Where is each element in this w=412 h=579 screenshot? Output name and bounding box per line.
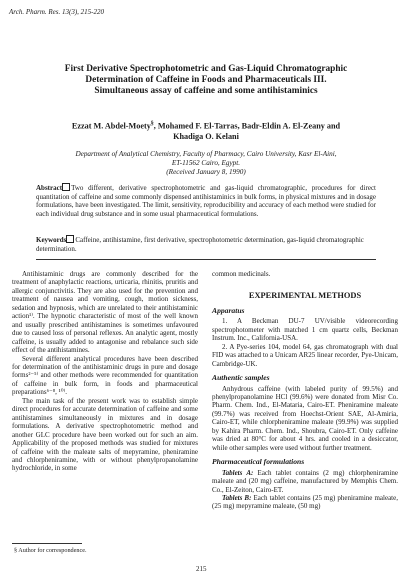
affiliation-line-2: ET-11562 Cairo, Egypt. <box>171 158 241 167</box>
right-column <box>212 270 398 511</box>
abstract-text: Two different, derivative spectrophotometric and gas-liquid chromatographic, procedures for direct quantitation of caffeine and some commonly dispensed antihistaminics in bulk forms, in physical mixtures and in dosage formulations, have been investigated. The limit, sensitivity, reproducibility and accuracy of each method were studied for each individual drug substance and in some usual pharmaceutical formulations. <box>36 184 376 218</box>
samples-paragraph: Anhydrous caffeine (with labeled purity of 99.5%) and phenylpropanolamine HCl (99.6%) were donated from Misr Co. Pharm. Chem. Ind., El-Mataria, Cairo-ET. Pheniramine maleate (99.7%) was received from Hoechst-Orient SAE, Al-Amiria, Cairo-ET, while chlorpheniramine maleate (99.9%) was supplied by Kahira Pharm. Chem. Ind., Shoubra, Cairo-ET. Only caffeine was dried at 80°C for about 4 hrs. and cooled in a desiccator, while other samples were used without further treatment. <box>212 384 398 452</box>
left-column <box>12 270 198 473</box>
box-icon <box>62 183 70 191</box>
tablets-a-label: Tablets A: <box>222 468 254 477</box>
section-heading: EXPERIMENTAL METHODS <box>248 291 362 301</box>
co-authors: , Mohamed F. El-Tarras, Badr-Eldin A. El-Zeany and <box>153 121 341 131</box>
tablets-b-label: Tablets B: <box>222 493 252 502</box>
intro-paragraph-3: The main task of the present work was to establish simple direct procedures for accurate determination of caffeine and some antihistamines simultaneously in mixtures and in dosage formulations. A derivative spectrophotometric method and another GLC procedure have been worked out for such an aim. Applicability of the proposed methods was studied for mixtures of caffeine with the maleate salts of mepyramine, pheniramine and chlorpheniramine, with or without phenylpropanolamine hydrochloride, in some <box>12 396 198 473</box>
affiliation <box>20 150 392 176</box>
received-date: (Received January 8, 1990) <box>166 167 246 176</box>
abstract-label: Abstract <box>36 184 63 192</box>
subheading-samples: Authentic samples <box>212 373 270 383</box>
tablets-b-text: Each tablet contains (25 mg) pheniramine maleate, (25 mg) mepyramine maleate, (50 mg) <box>212 493 398 511</box>
footnote-rule <box>12 543 82 544</box>
subheading-apparatus: Apparatus <box>212 305 245 315</box>
box-icon <box>66 235 74 243</box>
abstract <box>36 183 376 218</box>
title-line-1: First Derivative Spectrophotometric and Gas-Liquid Chromatographic <box>64 64 348 74</box>
journal-citation: Arch. Pharm. Res. 13(3), 215-220 <box>9 8 105 16</box>
last-author: Khadiga O. Kelani <box>173 131 239 141</box>
tablets-a-paragraph <box>212 469 398 494</box>
intro-paragraph-1: Antihistaminic drugs are commonly described for the treatment of anaphylactic reactions, urticaria, rhinitis, pruritis and allergic conjunctivitis. They are also used for the prevention and treatment of nausea and vomiting, cough, motion sickness, sedation and hypnosis, which are unrelated to their antihistaminic action¹⁾. The hypnotic characteristic of most of the well known and usually prescribed antihistamines is sometimes unfavoured due to caused loss of personal reflexes. An analytic agent, mostly caffeine, is usually added to antagonise and rebalance such side effect of the antihistamines. <box>12 270 198 355</box>
tablets-a-text: Each tablet contains (2 mg) chlorpheniramine maleate and (20 mg) caffeine, manufactured by Memphis Chem. Co., El-Zeiton, Cairo-ET. <box>212 468 398 494</box>
intro-paragraph-2: Several different analytical procedures have been described for determination of the antihistaminic drugs in pure and dosage forms²⁻⁵⁾ and other methods were recommended for quantitation of caffeine in bulk form, in foods and pharmaceutical preparations⁶⁻⁸, ¹⁰⁾. <box>12 354 198 397</box>
page-number: 215 <box>196 565 207 573</box>
tablets-b-paragraph <box>212 494 398 511</box>
continued-text: common medicinals. <box>212 270 271 278</box>
keywords-text: Caffeine, antihistamine, first derivative, spectrophotometric determination, gas-liquid chromatographic determination. <box>36 236 364 253</box>
title-line-3: Simultaneous assay of caffeine and some antihistaminics <box>94 86 318 97</box>
paper-title <box>20 64 392 98</box>
header-divider <box>36 259 376 260</box>
keywords <box>36 235 376 253</box>
footnote: § Author for correspondence. <box>14 547 87 554</box>
affiliation-line-1: Department of Analytical Chemistry, Faculty of Pharmacy, Cairo University, Kasr El-Aini, <box>75 150 337 158</box>
subheading-formulations: Pharmaceutical formulations <box>212 457 305 467</box>
author-list <box>20 119 392 142</box>
apparatus-item-1: 1. A Beckman DU-7 UV/visible videorecording spectrophotometer with matched 1 cm quartz cells, Beckman Instrum. Inc., California-USA. <box>212 317 398 343</box>
keywords-label: Keywords <box>36 236 67 244</box>
apparatus-item-2: 2. A Pye-series 104, model 64, gas chromatograph with dual FID was attached to a Unicam AR25 linear recorder, Pye-Unicam, Cambridge-UK. <box>212 342 398 368</box>
title-line-2: Determination of Caffeine in Foods and Pharmaceuticals III. <box>85 75 327 86</box>
corresponding-author: Ezzat M. Abdel-Moety <box>71 121 151 131</box>
author-mark: § <box>150 121 154 127</box>
